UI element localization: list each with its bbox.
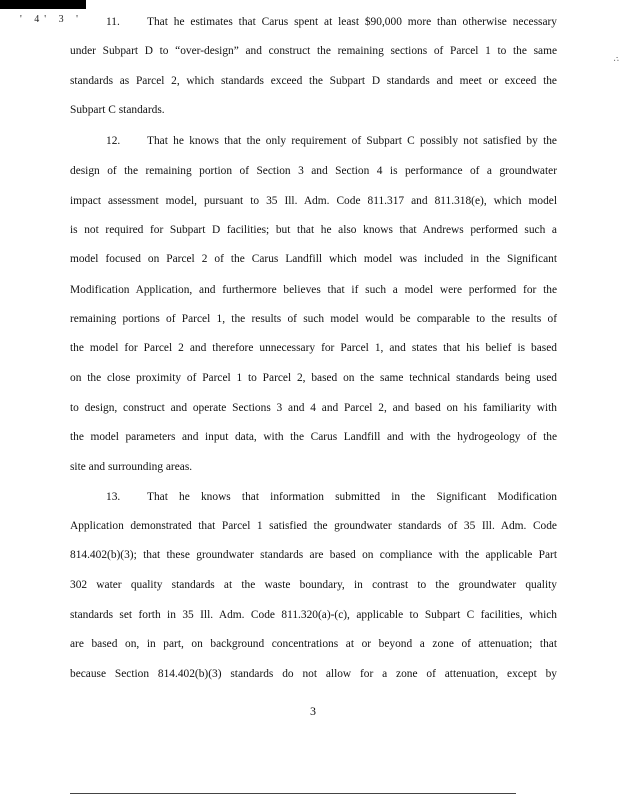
paragraph-12-line-8: the model for Parcel 2 and therefore unnecessary for Parcel 1, and states that his belief is based [70, 342, 557, 354]
scan-corner-marks: ' 4' 3 ' [20, 14, 83, 25]
paragraph-13-line-3: 814.402(b)(3); that these groundwater standards are based on compliance with the applicable Part [70, 549, 557, 561]
paragraph-12-line-5: model focused on Parcel 2 of the Carus Landfill which model was included in the Significant [70, 253, 557, 265]
paragraph-13-line-2: Application demonstrated that Parcel 1 satisfied the groundwater standards of 35 Ill. Adm. Code [70, 520, 557, 532]
paragraph-12-line-4: is not required for Subpart D facilities; but that he also knows that Andrews performed such a [70, 224, 557, 236]
paragraph-12-line-2: design of the remaining portion of Section 3 and Section 4 is performance of a groundwater [70, 165, 557, 177]
paragraph-12-line-1 [106, 134, 557, 148]
paragraph-text: That he knows that the only requirement of Subpart C possibly not satisfied by the [147, 135, 557, 147]
paragraph-12-line-3: impact assessment model, pursuant to 35 Ill. Adm. Code 811.317 and 811.318(e), which model [70, 195, 557, 207]
paragraph-12-line-7: remaining portions of Parcel 1, the results of such model would be comparable to the results of [70, 313, 557, 325]
paragraph-number: 13. [106, 491, 121, 503]
scan-bottom-rule [70, 793, 516, 794]
paragraph-12-line-6: Modification Application, and furthermore believes that if such a model were performed for the [70, 284, 557, 296]
paragraph-12-line-10: to design, construct and operate Sections 3 and 4 and Parcel 2, and based on his familiarity with [70, 402, 557, 414]
paragraph-11-line-4: Subpart C standards. [70, 104, 165, 116]
paragraph-text: That he knows that information submitted in the Significant Modification [147, 491, 557, 503]
paragraph-11-line-2: under Subpart D to “over-design” and construct the remaining sections of Parcel 1 to the same [70, 45, 557, 57]
scan-corner-block [0, 0, 86, 9]
scan-edge-mark: ·: [612, 56, 622, 62]
paragraph-13-line-4: 302 water quality standards at the waste boundary, in contrast to the groundwater quality [70, 579, 557, 591]
paragraph-12-line-12: site and surrounding areas. [70, 461, 193, 473]
paragraph-13-line-5: standards set forth in 35 Ill. Adm. Code 811.320(a)-(c), applicable to Subpart C facilities, which [70, 609, 557, 621]
paragraph-number: 11. [106, 16, 120, 28]
paragraph-11-line-3: standards as Parcel 2, which standards exceed the Subpart D standards and meet or exceed the [70, 75, 557, 87]
paragraph-12-line-11: the model parameters and input data, with the Carus Landfill and with the hydrogeology of the [70, 431, 557, 443]
paragraph-13-line-6: are based on, in part, on background concentrations at or beyond a zone of attenuation; that [70, 638, 557, 650]
paragraph-11-line-1 [106, 15, 557, 29]
paragraph-number: 12. [106, 135, 121, 147]
paragraph-13-line-1 [106, 490, 557, 504]
paragraph-text: That he estimates that Carus spent at least $90,000 more than otherwise necessary [147, 16, 557, 28]
paragraph-12-line-9: on the close proximity of Parcel 1 to Parcel 2, based on the same technical standards being used [70, 372, 557, 384]
paragraph-13-line-7: because Section 814.402(b)(3) standards do not allow for a zone of attenuation, except by [70, 668, 557, 680]
page-number: 3 [310, 704, 316, 718]
